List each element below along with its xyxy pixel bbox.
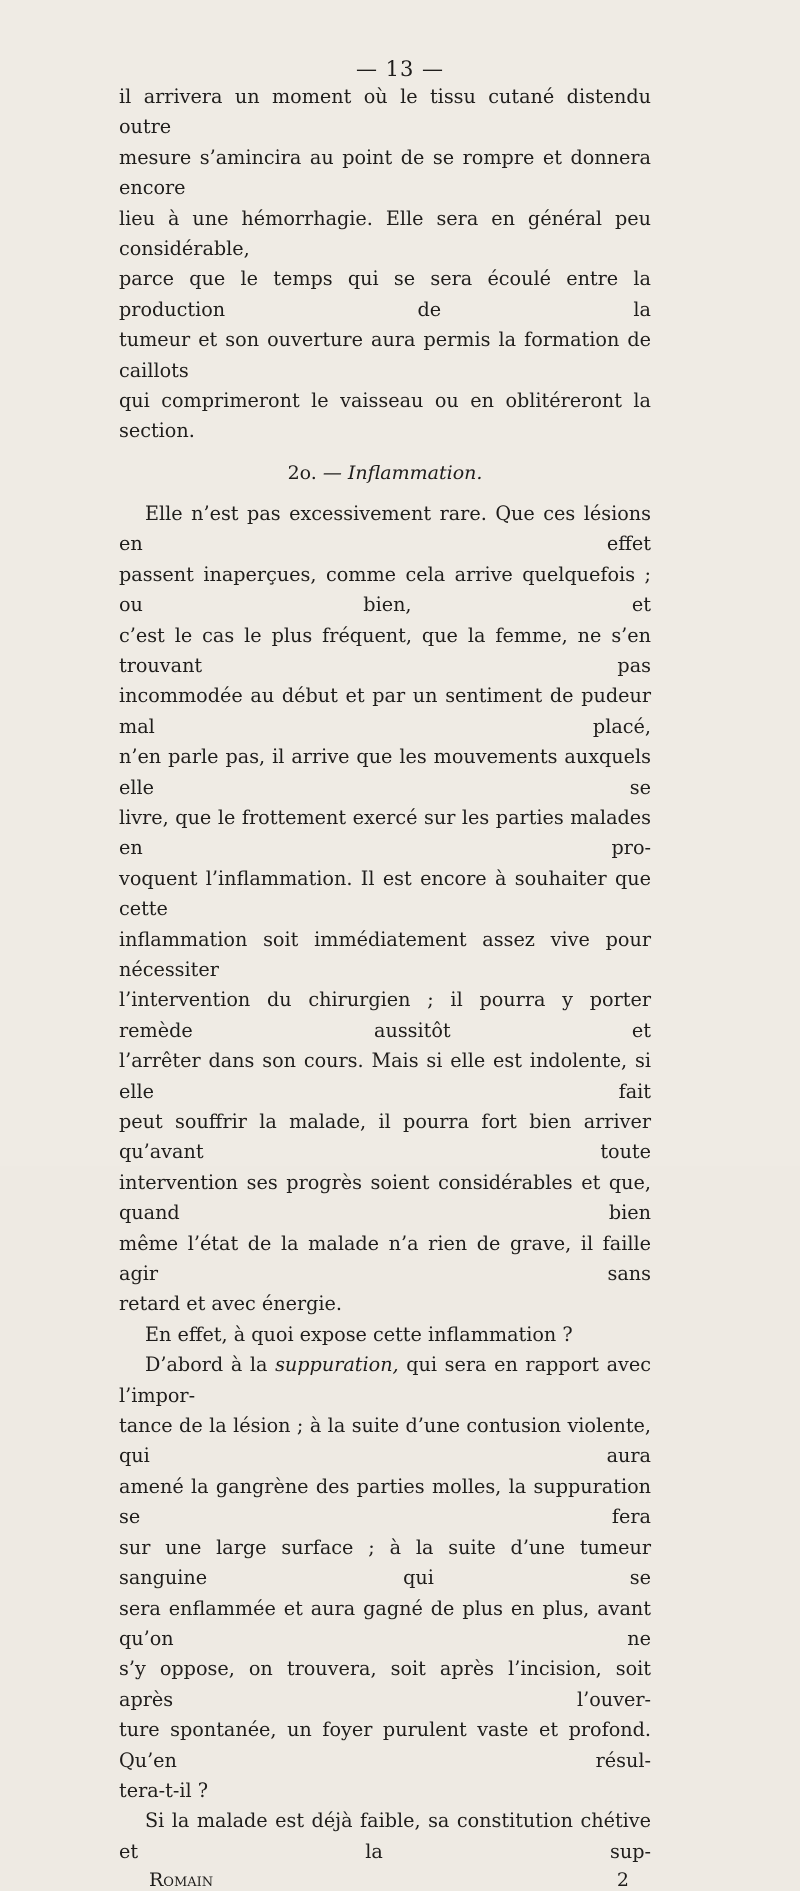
section-title: — Inflammation.: [322, 461, 483, 484]
emphasis-suppuration: suppuration,: [275, 1353, 399, 1377]
text-line: sur une large surface ; à la suite d’une tumeur sanguine qui se: [119, 1535, 651, 1590]
section-heading: [119, 458, 651, 488]
page-footer: [149, 1869, 629, 1891]
text-line: l’intervention du chirurgien ; il pourra y porter remède aussitôt et: [119, 988, 651, 1042]
text-line: amené la gangrène des parties molles, la suppuration se fera: [119, 1474, 651, 1529]
text-run: D’abord à la: [145, 1353, 276, 1377]
text-line: l’arrêter dans son cours. Mais si elle est indolente, si elle fait: [119, 1049, 651, 1103]
text-line: ture spontanée, un foyer purulent vaste et profond. Qu’en résul-: [119, 1718, 651, 1772]
text-line: tumeur et son ouverture aura permis la formation de caillots: [119, 328, 651, 382]
text-line: Elle n’est pas excessivement rare. Que ces lésions en effet: [119, 501, 651, 556]
text-line: qui comprimeront le vaisseau ou en oblitéreront la section.: [119, 389, 651, 443]
text-line: [119, 1350, 651, 1411]
text-line: tance de la lésion ; à la suite d’une contusion violente, qui aura: [119, 1414, 651, 1468]
text-line: il arrivera un moment où le tissu cutané distendu outre: [119, 85, 651, 139]
text-line: c’est le cas le plus fréquent, que la femme, ne s’en trouvant pas: [119, 623, 651, 677]
text-line: En effet, à quoi expose cette inflammation ?: [145, 1322, 573, 1346]
text-line: même l’état de la malade n’a rien de grave, il faille agir sans: [119, 1231, 651, 1286]
text-line: sera enflammée et aura gagné de plus en plus, avant qu’on ne: [119, 1596, 651, 1650]
printer-signature-number: 2: [616, 1869, 629, 1891]
text-line: Si la malade est déjà faible, sa constitution chétive et la sup-: [119, 1809, 651, 1863]
text-line: s’y oppose, on trouvera, soit après l’incision, soit après l’ouver-: [119, 1657, 651, 1711]
text-line: voquent l’inflammation. Il est encore à souhaiter que cette: [119, 866, 651, 921]
text-run: qui sera en rapport avec l’impor-: [119, 1353, 652, 1407]
text-line: inflammation soit immédiatement assez vive pour nécessiter: [119, 927, 651, 981]
text-line: lieu à une hémorrhagie. Elle sera en général peu considérable,: [119, 206, 651, 261]
section-number: 2o.: [287, 461, 317, 484]
page-number: — 13 —: [355, 57, 445, 81]
body-text: [119, 82, 651, 1867]
text-line: passent inaperçues, comme cela arrive quelquefois ; ou bien, et: [119, 562, 651, 617]
text-line: retard et avec énergie.: [119, 1292, 342, 1316]
text-line: mesure s’amincira au point de se rompre et donnera encore: [119, 145, 651, 200]
text-line: tera-t-il ?: [119, 1778, 209, 1802]
text-line: n’en parle pas, il arrive que les mouvements auxquels elle se: [119, 745, 651, 799]
text-line: peut souffrir la malade, il pourra fort bien arriver qu’avant toute: [119, 1110, 651, 1164]
text-line: parce que le temps qui se sera écoulé entre la production de la: [119, 267, 651, 321]
text-line: incommodée au début et par un sentiment de pudeur mal placé,: [119, 684, 651, 738]
text-line: livre, que le frottement exercé sur les parties malades en pro-: [119, 805, 651, 860]
printer-signature-author: Romain: [149, 1869, 214, 1891]
text-line: intervention ses progrès soient considérables et que, quand bien: [119, 1170, 651, 1225]
